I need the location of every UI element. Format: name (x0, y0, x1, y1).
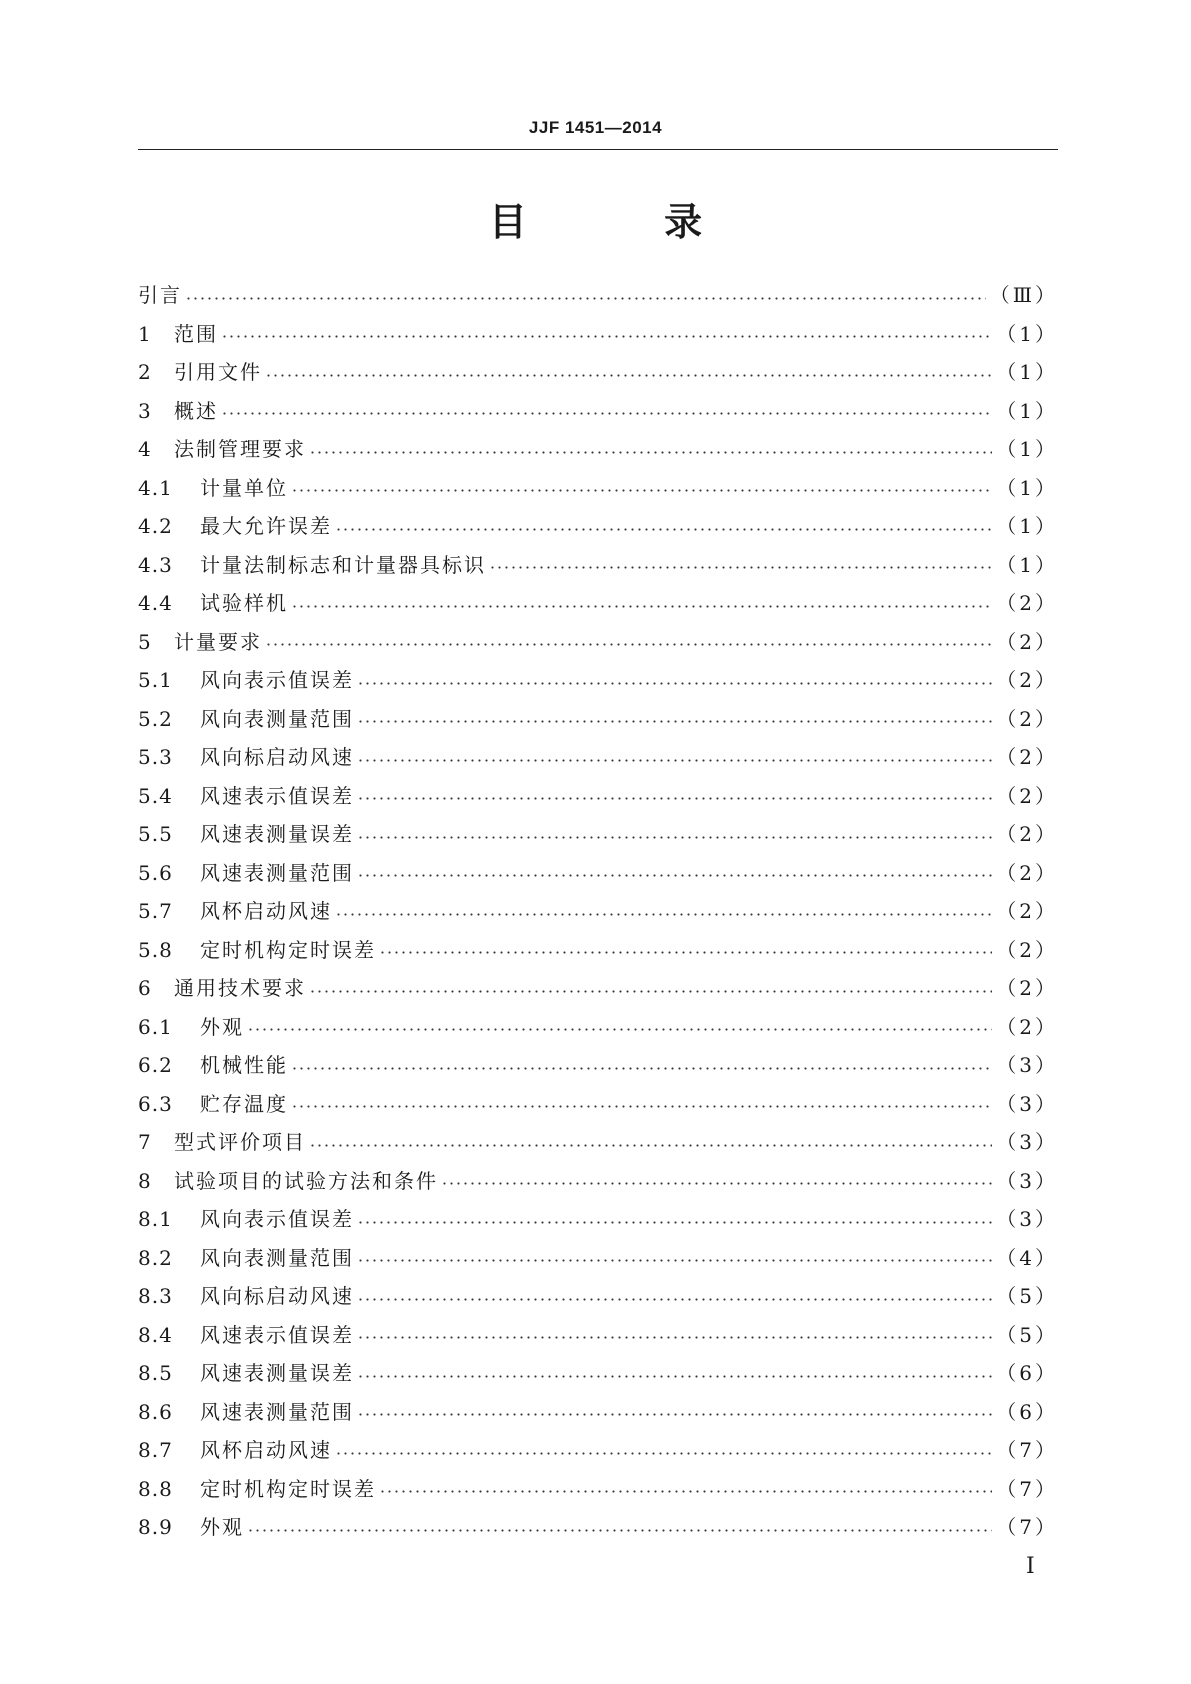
toc-entry-title: 风速表测量范围 (200, 1399, 354, 1424)
toc-entry-number: 8.8 (138, 1476, 173, 1501)
dot-leader (185, 276, 986, 315)
toc-entry-page: （2） (996, 822, 1058, 846)
dot-leader (357, 1277, 992, 1316)
toc-entry-page: （3） (996, 1053, 1058, 1077)
toc-entry-title: 风向表测量范围 (200, 1245, 354, 1270)
toc-entry[interactable] (138, 1470, 1058, 1509)
toc-entry-page: （7） (996, 1438, 1058, 1462)
toc-entry-page: （6） (996, 1361, 1058, 1385)
toc-entry-title: 风向表测量范围 (200, 706, 354, 731)
toc-entry-page: （2） (996, 629, 1058, 654)
toc-entry-number: 5.1 (138, 668, 173, 692)
toc-entry-page: （3） (996, 1168, 1058, 1193)
dot-leader (309, 430, 992, 469)
dot-leader (247, 1008, 992, 1047)
dot-leader (335, 1431, 992, 1470)
toc-entry-page: （2） (996, 591, 1058, 615)
toc-entry-title: 风速表测量范围 (200, 860, 354, 885)
toc-entry-page: （1） (996, 437, 1058, 461)
toc-entry[interactable] (138, 969, 1058, 1008)
toc-entry-number: 8.2 (138, 1245, 173, 1270)
dot-leader (335, 892, 992, 931)
toc-entry-title: 风杯启动风速 (200, 1438, 332, 1462)
toc-entry-number: 5.7 (138, 899, 173, 923)
toc-entry-number: 8.6 (138, 1399, 173, 1424)
toc-entry-number: 8.4 (138, 1322, 173, 1347)
toc-entry-page: （3） (996, 1207, 1058, 1231)
toc-entry-title: 计量法制标志和计量器具标识 (200, 552, 486, 577)
toc-entry-number: 6.2 (138, 1053, 173, 1077)
toc-entry-number: 6.1 (138, 1014, 173, 1039)
dot-leader (291, 469, 992, 508)
toc-entry-number: 4.2 (138, 514, 173, 538)
dot-leader (357, 1354, 992, 1393)
toc-entry[interactable] (138, 777, 1058, 816)
toc-entry-page: （1） (996, 475, 1058, 500)
toc-entry[interactable] (138, 1277, 1058, 1316)
toc-entry-title: 型式评价项目 (174, 1130, 306, 1154)
toc-entry-title: 外观 (200, 1515, 244, 1539)
toc-entry[interactable] (138, 1008, 1058, 1047)
toc-entry[interactable] (138, 276, 1058, 315)
dot-leader (357, 777, 992, 816)
toc-entry[interactable] (138, 623, 1058, 662)
toc-entry-page: （2） (996, 668, 1058, 692)
toc-entry[interactable] (138, 1085, 1058, 1124)
toc-entry[interactable] (138, 661, 1058, 700)
toc-entry-title: 引用文件 (174, 360, 262, 384)
dot-leader (291, 584, 992, 623)
toc-entry-number: 4.4 (138, 591, 173, 615)
toc-entry-title: 风杯启动风速 (200, 899, 332, 923)
toc-entry-number: 5 (138, 629, 152, 654)
dot-leader (357, 700, 992, 739)
toc-entry-page: （Ⅲ） (989, 283, 1058, 307)
dot-leader (441, 1162, 992, 1201)
toc-entry-page: （1） (996, 360, 1058, 384)
toc-entry[interactable] (138, 1239, 1058, 1278)
toc-entry-page: （2） (996, 976, 1058, 1000)
toc-entry-page: （2） (996, 899, 1058, 923)
toc-entry-page: （3） (996, 1130, 1058, 1154)
toc-entry-number: 6 (138, 976, 152, 1000)
dot-leader (265, 623, 992, 662)
dot-leader (357, 1200, 992, 1239)
toc-entry-number: 8.9 (138, 1515, 173, 1539)
toc-entry[interactable] (138, 815, 1058, 854)
toc-entry-page: （2） (996, 745, 1058, 769)
toc-entry-page: （5） (996, 1284, 1058, 1308)
toc-entry-title: 风向表示值误差 (200, 668, 354, 692)
header-rule (138, 149, 1058, 150)
toc-entry-title: 试验项目的试验方法和条件 (174, 1168, 438, 1193)
toc-entry-page: （1） (996, 398, 1058, 423)
dot-leader (357, 815, 992, 854)
toc-entry-page: （5） (996, 1322, 1058, 1347)
toc-entry-number: 5.3 (138, 745, 173, 769)
toc-entry-number: 3 (138, 398, 152, 423)
toc-entry-page: （6） (996, 1399, 1058, 1424)
toc-entry[interactable] (138, 854, 1058, 893)
toc-entry[interactable] (138, 1354, 1058, 1393)
toc-entry-title: 风速表测量误差 (200, 822, 354, 846)
toc-entry-title: 概述 (174, 398, 218, 423)
dot-leader (265, 353, 992, 392)
toc-entry-title: 风速表测量误差 (200, 1361, 354, 1385)
dot-leader (247, 1508, 992, 1547)
toc-entry[interactable] (138, 1123, 1058, 1162)
toc-entry-title: 风速表示值误差 (200, 783, 354, 808)
toc-entry-number: 5.5 (138, 822, 173, 846)
toc-entry-title: 通用技术要求 (174, 976, 306, 1000)
toc-entry[interactable] (138, 1431, 1058, 1470)
toc-entry-page: （7） (996, 1515, 1058, 1539)
dot-leader (291, 1046, 992, 1085)
toc-entry[interactable] (138, 1393, 1058, 1432)
toc-entry-page: （2） (996, 783, 1058, 808)
toc-entry-page: （2） (996, 860, 1058, 885)
toc-entry-title: 风速表示值误差 (200, 1322, 354, 1347)
dot-leader (357, 1316, 992, 1355)
toc-entry-page: （2） (996, 706, 1058, 731)
toc-entry-title: 计量要求 (174, 629, 262, 654)
dot-leader (221, 392, 992, 431)
toc-entry[interactable] (138, 584, 1058, 623)
toc-entry-page: （1） (996, 514, 1058, 538)
page-title: 目 录 (488, 200, 765, 244)
toc-entry[interactable] (138, 738, 1058, 777)
toc-entry-number: 8.3 (138, 1284, 173, 1308)
dot-leader (357, 854, 992, 893)
toc-entry[interactable] (138, 392, 1058, 431)
toc-entry[interactable] (138, 1508, 1058, 1547)
toc-entry-page: （3） (996, 1091, 1058, 1116)
dot-leader (335, 507, 992, 546)
dot-leader (489, 546, 992, 585)
toc-entry-title: 风向标启动风速 (200, 1284, 354, 1308)
toc-entry[interactable] (138, 430, 1058, 469)
toc-entry-page: （2） (996, 1014, 1058, 1039)
toc-entry-number: 1 (138, 321, 152, 346)
toc-entry-title: 风向表示值误差 (200, 1207, 354, 1231)
toc-entry-title: 范围 (174, 321, 218, 346)
toc-entry-number: 5.6 (138, 860, 173, 885)
toc-entry-number: 7 (138, 1130, 152, 1154)
toc-entry-number: 4.3 (138, 552, 173, 577)
toc-entry-title: 外观 (200, 1014, 244, 1039)
dot-leader (309, 1123, 992, 1162)
toc-entry-page: （1） (996, 552, 1058, 577)
table-of-contents (138, 276, 1058, 1547)
toc-entry[interactable] (138, 1046, 1058, 1085)
toc-entry-number: 5.2 (138, 706, 173, 731)
dot-leader (379, 931, 992, 970)
toc-entry-number: 2 (138, 360, 152, 384)
toc-entry-page: （2） (996, 937, 1058, 962)
toc-entry-number: 8.5 (138, 1361, 173, 1385)
toc-entry-number: 8 (138, 1168, 152, 1193)
toc-entry-page: （7） (996, 1476, 1058, 1501)
dot-leader (309, 969, 992, 1008)
toc-entry-title: 最大允许误差 (200, 514, 332, 538)
dot-leader (357, 1393, 992, 1432)
toc-entry[interactable] (138, 892, 1058, 931)
toc-entry[interactable] (138, 353, 1058, 392)
toc-entry[interactable] (138, 315, 1058, 354)
dot-leader (357, 1239, 992, 1278)
dot-leader (379, 1470, 992, 1509)
toc-entry-number: 5.8 (138, 937, 173, 962)
toc-entry[interactable] (138, 1200, 1058, 1239)
dot-leader (221, 315, 992, 354)
toc-entry-number: 6.3 (138, 1091, 173, 1116)
toc-entry[interactable] (138, 507, 1058, 546)
toc-entry-title: 定时机构定时误差 (200, 937, 376, 962)
toc-entry-number: 8.1 (138, 1207, 173, 1231)
toc-entry[interactable] (138, 931, 1058, 970)
toc-entry[interactable] (138, 1162, 1058, 1201)
dot-leader (357, 738, 992, 777)
toc-entry-number: 4.1 (138, 475, 173, 500)
toc-entry[interactable] (138, 469, 1058, 508)
toc-entry-title: 引言 (138, 283, 182, 307)
toc-entry-title: 机械性能 (200, 1053, 288, 1077)
toc-entry-number: 8.7 (138, 1438, 173, 1462)
page-number: I (1026, 1554, 1035, 1579)
dot-leader (357, 661, 992, 700)
toc-entry[interactable] (138, 700, 1058, 739)
document-code-header: JJF 1451—2014 (528, 118, 663, 137)
toc-entry-page: （4） (996, 1245, 1058, 1270)
toc-entry-page: （1） (996, 321, 1058, 346)
toc-entry-title: 试验样机 (200, 591, 288, 615)
toc-entry-title: 计量单位 (200, 475, 288, 500)
dot-leader (291, 1085, 992, 1124)
toc-entry-title: 法制管理要求 (174, 437, 306, 461)
toc-entry[interactable] (138, 546, 1058, 585)
toc-entry-number: 4 (138, 437, 152, 461)
toc-entry-number: 5.4 (138, 783, 173, 808)
toc-entry[interactable] (138, 1316, 1058, 1355)
toc-entry-title: 风向标启动风速 (200, 745, 354, 769)
toc-entry-title: 贮存温度 (200, 1091, 288, 1116)
toc-entry-title: 定时机构定时误差 (200, 1476, 376, 1501)
